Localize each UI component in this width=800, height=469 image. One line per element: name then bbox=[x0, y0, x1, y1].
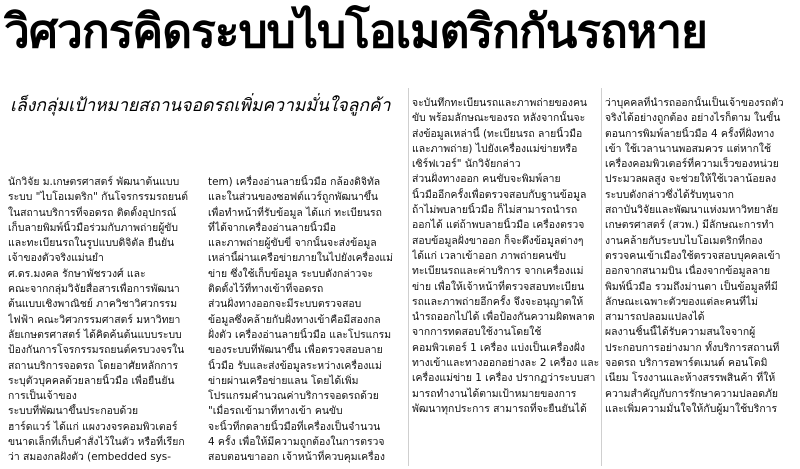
body-text-line: ติดตั้งไว้ที่ทางเข้าที่จอดรถ bbox=[208, 283, 324, 296]
body-text-line: คอมพิวเตอร์ 1 เครื่อง แบ่งเป็นเครื่องฝั่ง bbox=[412, 341, 585, 354]
body-text-line: ได้แก่ เวลาเข้าออก ภาพถ่ายคนขับ bbox=[412, 249, 566, 262]
body-text-line: ฮาร์ดแวร์ ได้แก่ แผงวงจรคอมพิวเตอร์ bbox=[8, 420, 178, 433]
body-text-line: ทะเบียนรถและค่าบริการ จากเครื่องแม่ bbox=[412, 265, 584, 278]
body-text-line: เจ้าของตัวจริงแม่นยำ bbox=[8, 252, 104, 265]
body-text-line: การเป็นเจ้าของ bbox=[8, 390, 77, 403]
body-text-line: ประมวลผลสูง จะช่วยให้ใช้เวลาน้อยลง bbox=[605, 173, 777, 186]
body-text-line: จากการทดสอบใช้งานโดยใช้ bbox=[412, 326, 542, 339]
body-text-line: สอบตอนขาออก เจ้าหน้าที่ควบคุมเครื่อง bbox=[208, 451, 385, 464]
body-text-line: ตรวจคนเข้าเมืองใช้ตรวจสอบบุคคลเข้า bbox=[605, 249, 781, 262]
body-text-line: ที่ได้จากเครื่องอ่านลายนิ้วมือ bbox=[208, 221, 336, 234]
body-text-line: ข้อมูลซึ่งคล้ายกับฝั่งทางเข้าคือมีสองกล bbox=[208, 313, 381, 326]
column-divider bbox=[408, 88, 409, 466]
body-text-line: ของระบบที่พัฒนาขึ้น เพื่อตรวจสอบลาย bbox=[208, 344, 383, 357]
body-text-line: นิ้วมือ รับและส่งข้อมูลระหว่างเครื่องแม่ bbox=[208, 359, 382, 372]
body-text-line: ส่วนฝั่งทางออกจะมีระบบตรวจสอบ bbox=[208, 298, 362, 311]
body-text-line: นิ้วมืออีกครั้งเพื่อตรวจสอบกับฐานข้อมูล bbox=[412, 188, 587, 201]
body-text-line: ส่งข้อมูลเหล่านี้ (ทะเบียนรถ ลายนิ้วมือ bbox=[412, 127, 583, 140]
body-text-line: ระบุตัวบุคคลด้วยลายนิ้วมือ เพื่อยืนยัน bbox=[8, 374, 175, 387]
body-text-line: ส่วนฝั่งทางออก คนขับจะพิมพ์ลาย bbox=[412, 173, 561, 186]
body-text-line: ทางเข้าและทางออกอย่างละ 2 เครื่อง และ bbox=[412, 357, 599, 370]
body-text-line: ลัยเกษตรศาสตร์ ได้คิดค้นต้นแบบระบบ bbox=[8, 328, 182, 341]
body-text-line: และเพิ่มความมั่นใจให้กับผู้มาใช้บริการ bbox=[605, 402, 778, 415]
body-text-line: ลักษณะเฉพาะตัวของแต่ละคนที่ไม่ bbox=[605, 295, 758, 308]
body-text-line: มารถทำงานได้ตามเป้าหมายของการ bbox=[412, 387, 577, 400]
body-text-line: ฝั่งตัว เครื่องอ่านลายนิ้วมือ และโปรแกรม bbox=[208, 328, 392, 341]
column-divider bbox=[601, 88, 602, 466]
body-text-line: tem) เครื่องอ่านลายนิ้วมือ กล้องดิจิทัล bbox=[208, 176, 381, 188]
body-text-line: และภาพถ่าย) ไปยังเครื่องแม่ข่ายหรือ bbox=[412, 142, 578, 155]
body-text-line: ประกอบการอย่างมาก ทั้งบริการสถานที่ bbox=[605, 341, 780, 354]
body-text-line: พิมพ์นิ้วมือ รวมถึงม่านตา เป็นข้อมูลที่มี bbox=[605, 280, 778, 293]
body-text-line: ไฟฟ้า คณะวิศวกรรมศาสตร์ มหาวิทยา bbox=[8, 313, 181, 326]
body-text-line: เครื่องคอมพิวเตอร์ที่ความเร็วของหน่วย bbox=[605, 158, 779, 171]
body-text-line: นำรถออกไปได้ เพื่อป้องกันความผิดพลาด bbox=[412, 311, 595, 324]
article-subheadline: เล็งกลุ่มเป้าหมายสถานจอดรถเพิ่มความมั่นใจลูกค้า bbox=[10, 96, 391, 116]
body-text-line: จะนิ้วที่กดลายนิ้วมือที่เครื่องเป็นจำนวน bbox=[208, 420, 381, 433]
article-column-1 bbox=[8, 175, 203, 467]
body-text-line: ผลงานชิ้นนี้ได้รับความสนใจจากผู้ bbox=[605, 326, 756, 339]
body-text-line: ข่าย เพื่อให้เจ้าหน้าที่ตรวจสอบทะเบียน bbox=[412, 280, 585, 293]
body-text-line: ถ้าไม่พบลายนิ้วมือ ก็ไม่สามารถนำรถ bbox=[412, 204, 578, 217]
body-text-line: สถาบันวิจัยและพัฒนาแห่งมหาวิทยาลัย bbox=[605, 204, 779, 217]
body-text-line: เนียม โรงงานและห้างสรรพสินค้า ที่ให้ bbox=[605, 372, 776, 385]
body-text-line: เหล่านี้ผ่านเครือข่ายภายในไปยังเครื่องแม่ bbox=[208, 252, 393, 265]
body-text-line: 4 ครั้ง เพื่อให้มีความถูกต้องในการตรวจ bbox=[208, 436, 385, 449]
body-text-line: ศ.ดร.มงคล รักษาพัชรวงศ์ และ bbox=[8, 267, 146, 280]
body-text-line: เพื่อทำหน้าที่รับข้อมูล ได้แก่ ทะเบียนรถ bbox=[208, 206, 382, 219]
body-text-line: เข้า ใช้เวลานานพอสมควร แต่หากใช้ bbox=[605, 142, 772, 155]
article-column-2 bbox=[208, 175, 406, 467]
body-text-line: ข่ายผ่านเครือข่ายแลน โดยได้เพิ่ม bbox=[208, 374, 359, 387]
body-text-line: จะบันทึกทะเบียนรถและภาพถ่ายของคน bbox=[412, 97, 588, 109]
body-text-line: ระบบดังกล่าวซึ่งได้รับทุนจาก bbox=[605, 188, 734, 201]
body-text-line: รถและภาพถ่ายอีกครั้ง จึงจะอนุญาตให้ bbox=[412, 295, 584, 308]
body-text-line: ความสำคัญกับการรักษาความปลอดภัย bbox=[605, 387, 778, 400]
body-text-line: ออกจากสนามบิน เนื่องจากข้อมูลลาย bbox=[605, 265, 771, 278]
body-text-line: สถานบริการจอดรถ โดยอาศัยหลักการ bbox=[8, 359, 179, 372]
body-text-line: โปรแกรมคำนวณค่าบริการจอดรถด้วย bbox=[208, 390, 379, 403]
body-text-line: ว่าบุคคลที่นำรถออกนั้นเป็นเจ้าของรถตัว bbox=[605, 97, 784, 109]
body-text-line: นักวิจัย ม.เกษตรศาสตร์ พัฒนาต้นแบบ bbox=[8, 176, 180, 188]
body-text-line: จอดรถ บริการอพาร์ตเมนต์ คอนโดมิ bbox=[605, 357, 768, 370]
body-text-line: ในสถานบริการที่จอดรถ ติดตั้งอุปกรณ์ bbox=[8, 206, 177, 219]
article-column-3 bbox=[412, 96, 599, 468]
body-text-line: พัฒนาทุกประการ สามารถที่จะยืนยันได้ bbox=[412, 402, 587, 415]
body-text-line: เก็บลายพิมพ์นิ้วมือร่วมกับภาพถ่ายผู้ขับ bbox=[8, 221, 178, 234]
body-text-line: เครื่องแม่ข่าย 1 เครื่อง ปรากฏว่าระบบสา bbox=[412, 372, 596, 385]
body-text-line: ต้นแบบเชิงพาณิชย์ ภาควิชาวิศวกรรม bbox=[8, 298, 178, 311]
body-text-line: "เมื่อรถเข้ามาที่ทางเข้า คนขับ bbox=[208, 405, 343, 418]
body-text-line: เกษตรศาสตร์ (สวพ.) มีลักษณะการทำ bbox=[605, 219, 775, 232]
body-text-line: ว่า สมองกลฝังตัว (embedded sys- bbox=[8, 451, 171, 464]
body-text-line: ออกได้ แต่ถ้าพบลายนิ้วมือ เครื่องตรวจ bbox=[412, 219, 585, 232]
body-text-line: สอบข้อมูลฝั่งขาออก ก็จะดึงข้อมูลต่างๆ bbox=[412, 234, 584, 247]
body-text-line: จริงได้อย่างถูกต้อง อย่างไรก็ตาม ในขั้น bbox=[605, 112, 781, 125]
body-text-line: ตอนการพิมพ์ลายนิ้วมือ 4 ครั้งที่ฝั่งทาง bbox=[605, 127, 775, 140]
body-text-line: ป้องกันการโจรกรรมรถยนต์ครบวงจรใน bbox=[8, 344, 185, 357]
body-text-line: เซิร์ฟเวอร์" นักวิจัยกล่าว bbox=[412, 158, 521, 171]
body-text-line: และในส่วนของซอฟต์แวร์ถูกพัฒนาขึ้น bbox=[208, 191, 378, 204]
body-text-line: และภาพถ่ายผู้ขับขี่ จากนั้นจะส่งข้อมูล bbox=[208, 237, 377, 250]
body-text-line: ระบบที่พัฒนาขึ้นประกอบด้วย bbox=[8, 405, 139, 418]
body-text-line: ระบบ "ไบโอเมตริก" กันโจรกรรมรถยนต์ bbox=[8, 191, 188, 204]
body-text-line: คณะจากกลุ่มวิจัยสื่อสารเพื่อการพัฒนา bbox=[8, 283, 180, 296]
article-headline: วิศวกรคิดระบบไบโอเมตริกกันรถหาย bbox=[4, 4, 707, 58]
body-text-line: ขนาดเล็กที่เก็บคำสั่งไว้ในตัว หรือที่เรียก bbox=[8, 436, 185, 449]
article-column-4 bbox=[605, 96, 797, 468]
body-text-line: ขับ พร้อมลักษณะของรถ หลังจากนั้นจะ bbox=[412, 112, 586, 125]
body-text-line: และทะเบียนรถในรูปแบบดิจิตัล ยืนยัน bbox=[8, 237, 175, 250]
body-text-line: งานคล้ายกับระบบไบโอเมตริกที่กอง bbox=[605, 234, 763, 247]
body-text-line: สามารถปลอมแปลงได้ bbox=[605, 311, 705, 324]
body-text-line: ข่าย ซึ่งใช้เก็บข้อมูล ระบบดังกล่าวจะ bbox=[208, 267, 374, 280]
